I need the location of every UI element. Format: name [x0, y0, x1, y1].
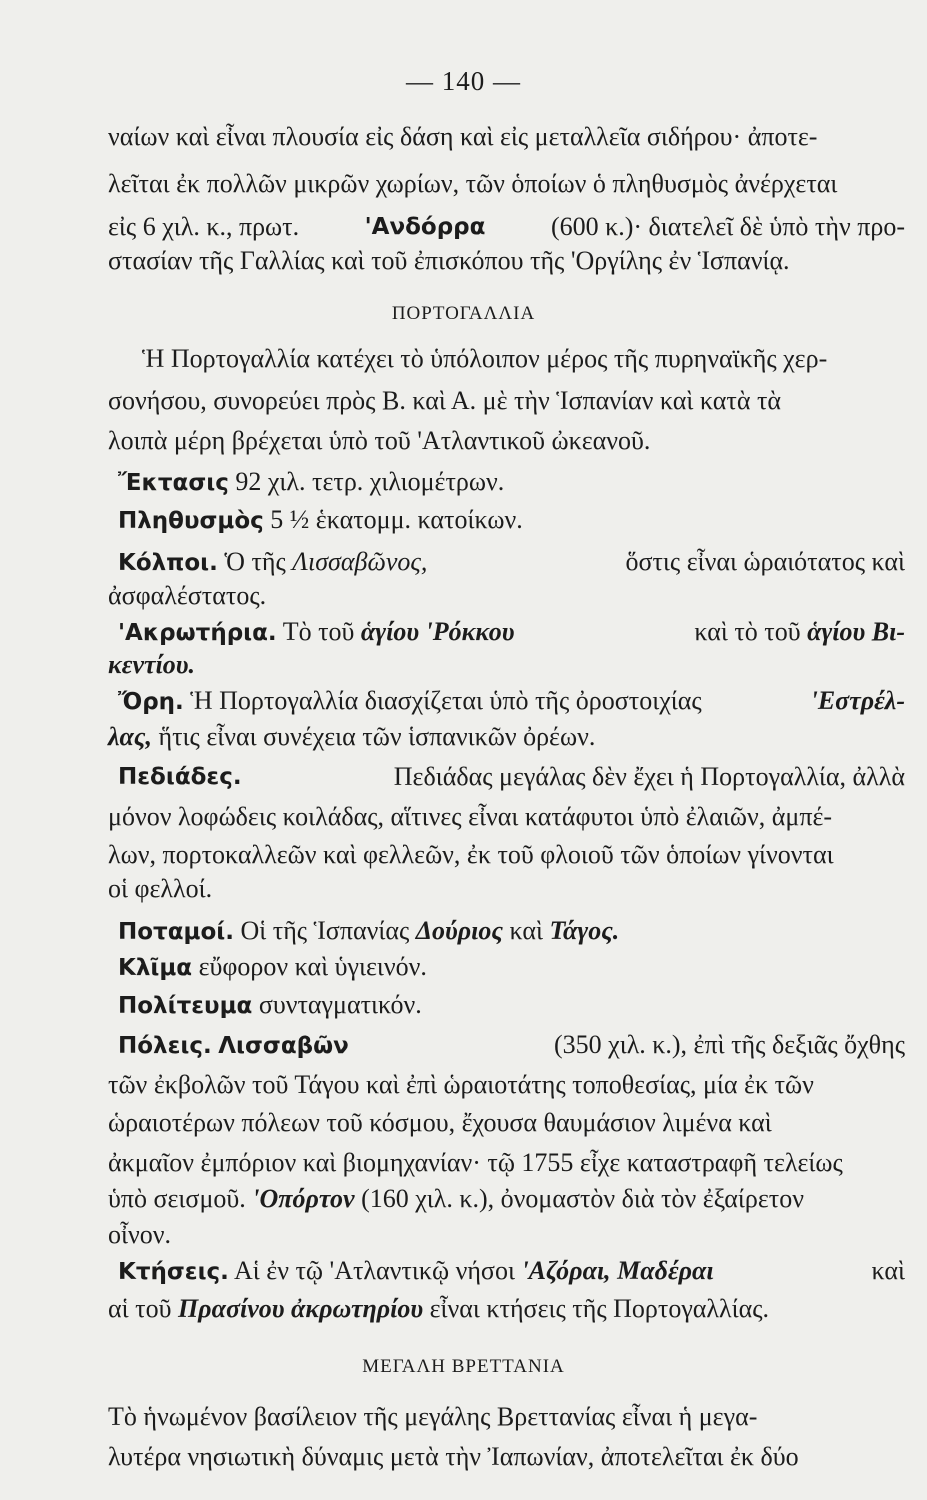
text-line: λεῖται ἐκ πολλῶν μικρῶν χωρίων, τῶν ὁποίων ὁ πληθυσμὸς ἀνέρχεται — [108, 169, 838, 198]
entry-capes: 'Ακρωτήρια. Τὸ τοῦ ἁγίου 'Ρόκκου καὶ τὸ τοῦ ἁγίου Βι- — [118, 617, 905, 646]
entry-label: Κτήσεις. — [118, 1259, 229, 1285]
entry-label: Πληθυσμὸς — [118, 508, 264, 534]
entry-area: Ἔκτασις 92 χιλ. τετρ. χιλιομέτρων. — [118, 467, 505, 496]
section-heading-great-britain: ΜΕΓΑΛΗ ΒΡΕΤΤΑΝΙΑ — [362, 1356, 565, 1377]
section-heading-portugal: ΠΟΡΤΟΓΑΛΛΙΑ — [391, 303, 536, 324]
entry-label: Ὄρη. — [118, 689, 184, 715]
text-line: ὑπὸ σεισμοῦ. 'Οπόρτον (160 χιλ. κ.), ὀνομαστὸν διὰ τὸν ἐξαίρετον — [108, 1184, 805, 1213]
city-name: Λισσαβῶν — [218, 1033, 349, 1059]
entry-plains: Πεδιάδες. Πεδιάδας μεγάλας δὲν ἔχει ἡ Πορτογαλλία, ἀλλὰ — [118, 760, 905, 794]
text-line: ναίων καὶ εἶναι πλουσία εἰς δάση καὶ εἰς μεταλλεῖα σιδήρου· ἀποτε- — [108, 122, 818, 151]
text-line: τῶν ἐκβολῶν τοῦ Τάγου καὶ ἐπὶ ὡραιοτάτης τοποθεσίας, μία ἐκ τῶν — [108, 1070, 814, 1099]
entry-label: Ποταμοί. — [118, 919, 234, 945]
andorra-name: 'Ανδόρρα — [364, 214, 486, 240]
text-line: κεντίου. — [108, 650, 195, 679]
entry-label: Ἔκτασις — [118, 470, 229, 496]
text-line: οἱ φελλοί. — [108, 874, 213, 903]
entry-cities: Πόλεις. Λισσαβῶν (350 χιλ. κ.), ἐπὶ τῆς δεξιᾶς ὄχθης — [118, 1030, 905, 1059]
text-line: Τὸ ἡνωμένον βασίλειον τῆς μεγάλης Βρεττανίας εἶναι ἡ μεγα- — [108, 1402, 758, 1431]
text-line: ὡραιοτέρων πόλεων τοῦ κόσμου, ἔχουσα θαυμάσιον λιμένα καὶ — [108, 1108, 772, 1137]
entry-label: Πεδιάδες. — [118, 764, 242, 790]
text-line: ἀσφαλέστατος. — [108, 581, 267, 610]
text-line: μόνον λοφώδεις κοιλάδας, αἵτινες εἶναι κατάφυτοι ὑπὸ ἐλαιῶν, ἀμπέ- — [108, 802, 833, 831]
entry-label: Κόλποι. — [118, 550, 218, 576]
text-line: αἱ τοῦ Πρασίνου ἀκρωτηρίου εἶναι κτήσεις τῆς Πορτογαλλίας. — [108, 1294, 770, 1323]
entry-climate: Κλῖμα εὔφορον καὶ ὑγιεινόν. — [118, 952, 427, 981]
entry-rivers: Ποταμοί. Οἱ τῆς Ἱσπανίας Δούριος καὶ Τάγος. — [118, 916, 620, 945]
text-line: ἀκμαῖον ἐμπόριον καὶ βιομηχανίαν· τῷ 1755 εἶχε καταστραφῆ τελείως — [108, 1148, 843, 1177]
text-line: λων, πορτοκαλλεῶν καὶ φελλεῶν, ἐκ τοῦ φλοιοῦ τῶν ὁποίων γίνονται — [108, 840, 834, 869]
entry-label: Κλῖμα — [118, 955, 193, 981]
text-line: στασίαν τῆς Γαλλίας καὶ τοῦ ἐπισκόπου τῆς 'Οργίλης ἐν Ἱσπανίᾳ. — [108, 246, 790, 275]
entry-gulfs: Κόλποι. Ὁ τῆς Λισσαβῶνος, ὅστις εἶναι ὡραιότατος καὶ — [118, 547, 905, 576]
text-line: οἶνον. — [108, 1220, 172, 1249]
page-number: — 140 — — [406, 66, 521, 96]
entry-label: Πολίτευμα — [118, 993, 253, 1019]
text-line: εἰς 6 χιλ. κ., πρωτ. 'Ανδόρρα (600 κ.)· διατελεῖ δὲ ὑπὸ τὴν προ- — [108, 210, 905, 244]
entry-mountains: Ὄρη. Ἡ Πορτογαλλία διασχίζεται ὑπὸ τῆς ὀροστοιχίας 'Εστρέλ- — [118, 686, 905, 715]
text-line: λας, ἥτις εἶναι συνέχεια τῶν ἱσπανικῶν ὀρέων. — [108, 722, 596, 751]
entry-label: 'Ακρωτήρια. — [118, 620, 277, 646]
entry-label: Πόλεις. — [118, 1033, 212, 1059]
text-line: λοιπὰ μέρη βρέχεται ὑπὸ τοῦ 'Ατλαντικοῦ ὠκεανοῦ. — [108, 426, 651, 455]
text-line: σονήσου, συνορεύει πρὸς Β. καὶ Α. μὲ τὴν Ἱσπανίαν καὶ κατὰ τὰ — [108, 386, 782, 415]
entry-possessions: Κτήσεις. Αἱ ἐν τῷ 'Ατλαντικῷ νήσοι 'Αζόραι, Μαδέραι καὶ — [118, 1256, 905, 1285]
entry-population: Πληθυσμὸς 5 ½ ἑκατομμ. κατοίκων. — [118, 505, 523, 534]
text-line: λυτέρα νησιωτικὴ δύναμις μετὰ τὴν Ἰαπωνίαν, ἀποτελεῖται ἐκ δύο — [108, 1442, 799, 1471]
text-line: Ἡ Πορτογαλλία κατέχει τὸ ὑπόλοιπον μέρος τῆς πυρηναϊκῆς χερ- — [142, 344, 828, 373]
entry-government: Πολίτευμα συνταγματικόν. — [118, 990, 422, 1019]
